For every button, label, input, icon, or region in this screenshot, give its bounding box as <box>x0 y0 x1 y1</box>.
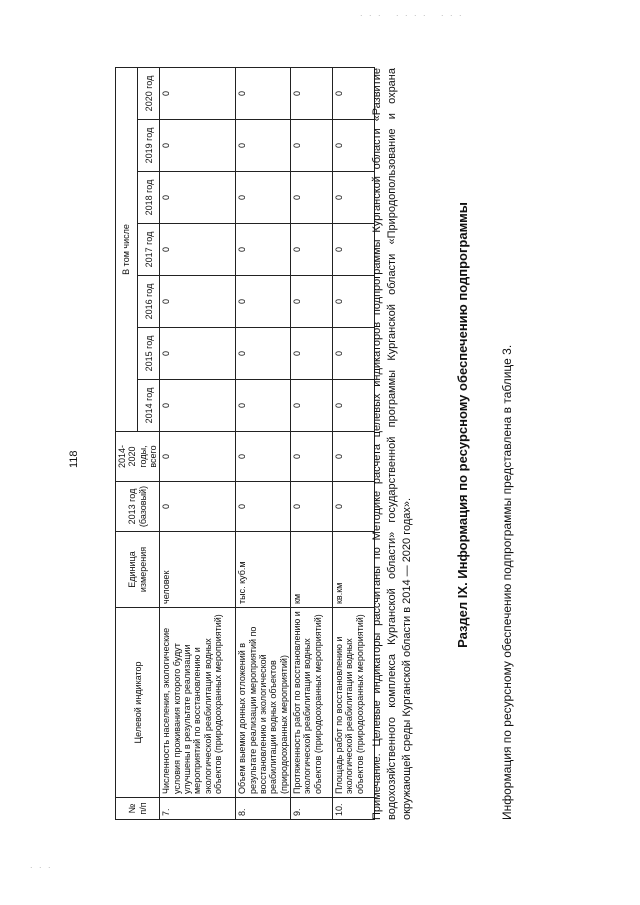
row-unit: кв.км <box>333 532 375 608</box>
row-value: 0 <box>160 432 236 482</box>
row-value: 0 <box>291 172 333 224</box>
row-value: 0 <box>291 120 333 172</box>
row-value: 0 <box>160 172 236 224</box>
row-value: 0 <box>160 276 236 328</box>
header-year: 2018 год <box>138 172 160 224</box>
header-year: 2015 год <box>138 328 160 380</box>
row-value: 0 <box>236 224 291 276</box>
row-value: 0 <box>160 67 236 119</box>
scan-artifact: . . . <box>30 860 53 870</box>
row-value: 0 <box>236 67 291 119</box>
row-value: 0 <box>291 380 333 432</box>
row-value: 0 <box>333 67 375 119</box>
row-indicator: Объем выемки донных отложений в результате реализации мероприятий по восстановлению и экологической реабилитации водных объектов (природоохранных мероприятий) <box>236 608 291 798</box>
header-unit: Единица измерения <box>116 532 160 608</box>
header-base-year: 2013 год (базовый) <box>116 482 160 532</box>
header-year: 2020 год <box>138 67 160 119</box>
row-num: 9. <box>291 798 333 820</box>
row-value: 0 <box>333 224 375 276</box>
row-value: 0 <box>236 328 291 380</box>
row-value: 0 <box>333 482 375 532</box>
row-value: 0 <box>291 432 333 482</box>
row-value: 0 <box>333 276 375 328</box>
row-value: 0 <box>236 120 291 172</box>
row-value: 0 <box>333 172 375 224</box>
table-row <box>236 67 291 819</box>
row-num: 10. <box>333 798 375 820</box>
row-value: 0 <box>160 482 236 532</box>
row-value: 0 <box>291 276 333 328</box>
table-row <box>333 67 375 819</box>
row-value: 0 <box>291 328 333 380</box>
header-year: 2016 год <box>138 276 160 328</box>
row-value: 0 <box>160 380 236 432</box>
section-title: Раздел IX. Информация по ресурсному обеспечению подпрограммы <box>455 202 470 648</box>
row-value: 0 <box>291 482 333 532</box>
row-value: 0 <box>333 328 375 380</box>
header-num: № п/п <box>116 798 160 820</box>
row-num: 8. <box>236 798 291 820</box>
table-row <box>160 67 236 819</box>
row-value: 0 <box>160 120 236 172</box>
table-row <box>291 67 333 819</box>
row-value: 0 <box>291 67 333 119</box>
header-year: 2014 год <box>138 380 160 432</box>
row-indicator: Протяженность работ по восстановлению и экологической реабилитации водных объектов (природоохранных мероприятий) <box>291 608 333 798</box>
indicators-table <box>115 67 375 820</box>
row-indicator: Численность населения, экологические условия проживания которого будут улучшены в результате реализации мероприятий по восстановлению и экологической реабилитации водных объектов (природоохранных мероприятий) <box>160 608 236 798</box>
header-indicator: Целевой индикатор <box>116 608 160 798</box>
header-total: 2014-2020 годы, всего <box>116 432 160 482</box>
row-unit: человек <box>160 532 236 608</box>
row-value: 0 <box>333 432 375 482</box>
row-value: 0 <box>333 380 375 432</box>
row-value: 0 <box>291 224 333 276</box>
row-value: 0 <box>236 380 291 432</box>
row-unit: км <box>291 532 333 608</box>
header-year: 2019 год <box>138 120 160 172</box>
row-value: 0 <box>333 120 375 172</box>
row-value: 0 <box>160 328 236 380</box>
row-num: 7. <box>160 798 236 820</box>
row-value: 0 <box>236 276 291 328</box>
table-header-row <box>116 67 138 819</box>
table-note: Примечание. Целевые индикаторы рассчитаны по Методике расчета целевых индикаторов подпрограммы Курганской области «Развитие водохозяйственного комплекса Курганской области» государственной программы Курганской области «Природопользование и охрана окружающей среды Курганской области в 2014 — 2020 годах». <box>371 68 413 820</box>
row-indicator: Площадь работ по восстановлению и экологической реабилитации водных объектов (природоохранных мероприятий) <box>333 608 375 798</box>
info-paragraph: Информация по ресурсному обеспечению подпрограммы представлена в таблице 3. <box>500 344 514 820</box>
header-group: В том числе <box>116 67 138 431</box>
scan-artifact: . . . . . . . . . . <box>360 8 464 18</box>
row-value: 0 <box>236 482 291 532</box>
row-unit: тыс. куб.м <box>236 532 291 608</box>
page-number: 118 <box>68 450 80 468</box>
row-value: 0 <box>236 432 291 482</box>
row-value: 0 <box>236 172 291 224</box>
row-value: 0 <box>160 224 236 276</box>
header-year: 2017 год <box>138 224 160 276</box>
